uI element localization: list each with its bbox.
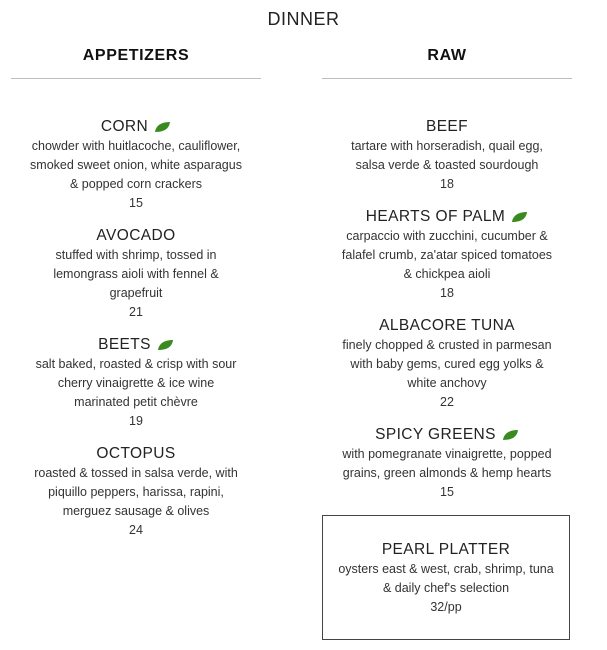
menu-item-beef (312, 117, 582, 194)
item-name: ALBACORE TUNA (379, 317, 515, 334)
item-name: BEETS (98, 336, 151, 353)
menu-item-albacore-tuna (312, 316, 582, 412)
section-divider (11, 78, 261, 79)
item-name: AVOCADO (96, 227, 176, 244)
item-description: oysters east & west, crab, shrimp, tuna & daily chef's selection (338, 562, 554, 595)
item-description: carpaccio with zucchini, cucumber & falafel crumb, za'atar spiced tomatoes & chickpea aioli (341, 229, 553, 281)
menu-item-beets (1, 335, 271, 431)
menu-item-spicy-greens (312, 425, 582, 502)
item-name: BEEF (425, 118, 469, 135)
leaf-icon (511, 211, 528, 223)
section-header-appetizers: APPETIZERS (82, 47, 190, 64)
item-price: 15 (440, 485, 454, 499)
item-description: tartare with horseradish, quail egg, salsa verde & toasted sourdough (351, 139, 543, 172)
pearl-platter-box (322, 515, 570, 640)
menu-item-hearts-of-palm (312, 207, 582, 303)
leaf-icon (502, 429, 519, 441)
item-price: 22 (440, 395, 454, 409)
item-description: roasted & tossed in salsa verde, with piquillo peppers, harissa, rapini, merguez sausage & olives (34, 466, 238, 518)
menu-item-octopus (1, 444, 271, 540)
item-price: 21 (129, 305, 143, 319)
item-name: CORN (100, 118, 149, 135)
menu-item-corn (1, 117, 271, 213)
item-description: finely chopped & crusted in parmesan with baby gems, cured egg yolks & white anchovy (342, 338, 552, 390)
item-description: with pomegranate vinaigrette, popped grains, green almonds & hemp hearts (342, 447, 552, 480)
leaf-icon (157, 339, 174, 351)
section-header-raw: RAW (427, 47, 467, 64)
item-name: OCTOPUS (96, 445, 176, 462)
item-price: 15 (129, 196, 143, 210)
item-price: 19 (129, 414, 143, 428)
menu-item-avocado (1, 226, 271, 322)
leaf-icon (154, 121, 171, 133)
item-price: 18 (440, 177, 454, 191)
item-name: PEARL PLATTER (381, 541, 511, 558)
item-name: HEARTS OF PALM (365, 208, 506, 225)
item-price: 18 (440, 286, 454, 300)
section-divider (322, 78, 572, 79)
item-description: salt baked, roasted & crisp with sour cherry vinaigrette & ice wine marinated petit chèvre (35, 357, 237, 409)
item-description: stuffed with shrimp, tossed in lemongrass aioli with fennel & grapefruit (53, 248, 219, 300)
item-price: 24 (129, 523, 143, 537)
raw-section (322, 42, 572, 79)
item-name: SPICY GREENS (375, 426, 496, 443)
item-price: 32/pp (430, 600, 462, 614)
appetizers-section (11, 42, 261, 79)
item-description: chowder with huitlacoche, cauliflower, smoked sweet onion, white asparagus & popped corn crackers (30, 139, 242, 191)
page-title: DINNER (267, 9, 340, 29)
